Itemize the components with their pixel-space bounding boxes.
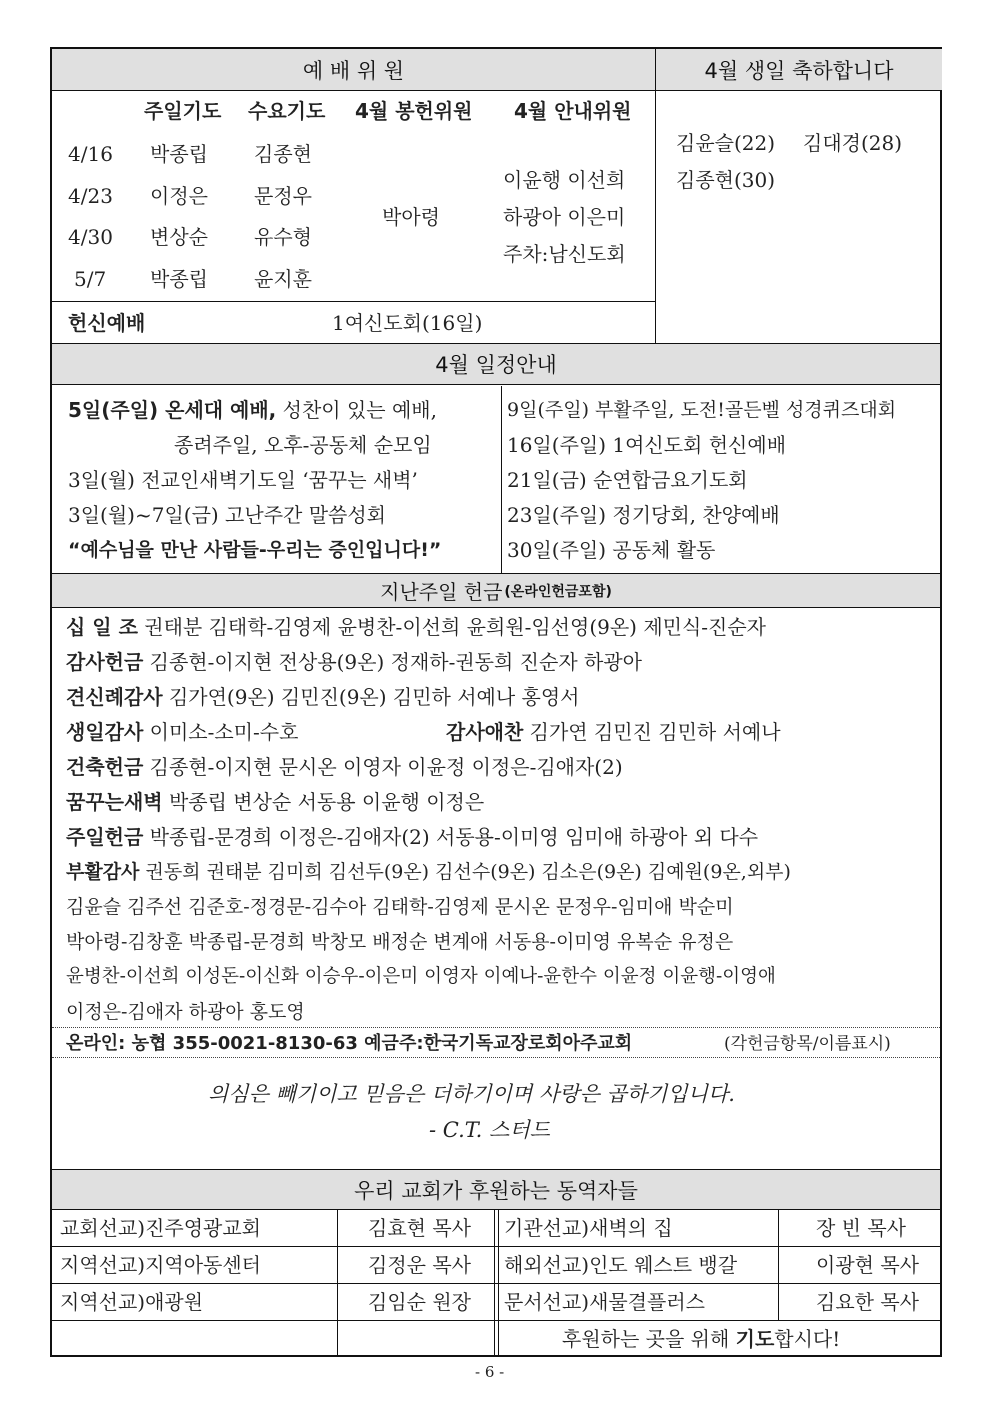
offering-line-easter xyxy=(66,860,791,884)
supporter-person: 김임순 원장 xyxy=(368,1290,471,1314)
offering-names: 윤병찬-이선희 이성돈-이신화 이승우-이은미 이영자 이예나-윤한수 이윤정 이윤행-이영애 xyxy=(66,966,776,987)
committee-sunday: 박종립 xyxy=(150,142,208,166)
offering-names: 권태분 김태학-김영제 윤병찬-이선희 윤희원-임선영(9온) 제민식-진순자 xyxy=(137,615,766,639)
birthday-header xyxy=(656,49,942,91)
supporter-org: 지역선교)애광원 xyxy=(60,1290,204,1314)
divider xyxy=(501,386,502,574)
schedule-item: 16일(주일) 1여신도회 헌신예배 xyxy=(507,433,787,457)
supporter-person: 김요한 목사 xyxy=(816,1290,919,1314)
schedule-header xyxy=(52,343,940,385)
online-account: 온라인: 농협 355-0021-8130-63 예금주:한국기독교장로회아주교회 xyxy=(66,1033,633,1054)
col-usher: 4월 안내위원 xyxy=(514,99,632,123)
offering-names: 김가연 김민진 김민하 서예나 xyxy=(523,720,781,744)
worship-committee-header xyxy=(52,49,655,91)
committee-wed: 김종현 xyxy=(254,142,312,166)
supporter-person: 장 빈 목사 xyxy=(816,1216,906,1240)
offering-names: 박종립-문경희 이정은-김애자(2) 서동용-이미영 임미애 하광아 외 다수 xyxy=(143,825,759,849)
supporter-person: 이광현 목사 xyxy=(816,1253,919,1277)
bulletin-page xyxy=(50,47,942,1357)
divider xyxy=(494,1210,495,1357)
schedule-item: 9일(주일) 부활주일, 도전!골든벨 성경퀴즈대회 xyxy=(507,399,897,421)
offering-line-confirmation xyxy=(66,685,580,709)
committee-sunday: 박종립 xyxy=(150,267,208,291)
schedule-item-bold: 5일(주일) 온세대 예배, xyxy=(68,398,277,422)
offering-names: 이미소-소미-수호 xyxy=(143,720,299,744)
offering-names: 박아령-김창훈 박종립-문경희 박창모 배정순 변계애 서동용-이미영 유복순 유정은 xyxy=(66,931,734,953)
divider xyxy=(778,1210,779,1321)
committee-wed: 유수형 xyxy=(254,225,312,249)
offering-names: 김종현-이지현 전상용(9온) 정재하-권동희 진순자 하광아 xyxy=(143,650,642,674)
committee-wed: 문정우 xyxy=(254,184,312,208)
prayer-text-bold: 기도 xyxy=(735,1327,775,1351)
col-sunday-prayer: 주일기도 xyxy=(144,99,222,123)
supporter-person: 김정운 목사 xyxy=(368,1253,471,1277)
dedication-value: 1여신도회(16일) xyxy=(332,311,483,335)
page-number: - 6 - xyxy=(475,1363,505,1381)
offering-line-building xyxy=(66,755,623,779)
committee-sunday: 이정은 xyxy=(150,184,208,208)
offering-label: 꿈꾸는새벽 xyxy=(66,790,163,814)
dedication-label: 헌신예배 xyxy=(68,311,146,335)
offering-label: 건축헌금 xyxy=(66,755,144,779)
usher-line: 주차:남신도회 xyxy=(503,242,626,266)
quote-text: 의심은 빼기이고 믿음은 더하기이며 사랑은 곱하기입니다. xyxy=(208,1082,735,1106)
quote-author: - C.T. 스터드 xyxy=(429,1118,550,1142)
divider xyxy=(52,1057,940,1058)
offering-label: 생일감사 xyxy=(66,720,144,744)
supporter-org: 해외선교)인도 웨스트 뱅갈 xyxy=(504,1253,738,1277)
divider xyxy=(655,49,656,343)
prayer-request xyxy=(562,1327,840,1351)
birthday-title: 4월 생일 축하합니다 xyxy=(704,58,894,83)
offering-label: 견신례감사 xyxy=(66,685,163,709)
offerings-title-small: (온라인헌금포함) xyxy=(504,583,612,600)
offerings-header xyxy=(52,573,940,608)
committee-date: 4/30 xyxy=(68,225,113,249)
prayer-text: 후원하는 곳을 위해 xyxy=(562,1327,736,1351)
offering-names: 김종현-이지현 문시온 이영자 이윤정 이정은-김애자(2) xyxy=(143,755,623,779)
offering-names: 김윤슬 김주선 김준호-정경문-김수아 김태학-김영제 문시온 문정우-임미애 박순미 xyxy=(66,896,734,918)
offering-names: 박종립 변상순 서동용 이윤행 이정은 xyxy=(162,790,485,814)
schedule-item: 3일(월)~7일(금) 고난주간 말씀성회 xyxy=(68,503,386,527)
schedule-item xyxy=(68,398,437,422)
worship-committee-title: 예 배 위 원 xyxy=(302,58,405,83)
supporter-org: 교회선교)진주영광교회 xyxy=(60,1216,262,1240)
schedule-item: 23일(주일) 정기당회, 찬양예배 xyxy=(507,503,780,527)
schedule-item: 30일(주일) 공동체 활동 xyxy=(507,538,716,562)
divider xyxy=(52,1246,940,1247)
birthday-name: 김윤슬(22) xyxy=(676,131,776,155)
committee-date: 4/16 xyxy=(68,142,113,166)
divider xyxy=(52,1283,940,1284)
offering-line-sunday xyxy=(66,825,758,849)
offerings-title: 지난주일 헌금 xyxy=(380,580,503,604)
offering-line-thanks xyxy=(66,650,642,674)
divider xyxy=(52,1320,940,1321)
divider xyxy=(498,1210,499,1357)
offering-line-birthday xyxy=(66,720,298,744)
divider xyxy=(52,1027,940,1028)
divider xyxy=(52,301,655,302)
offering-line-praise xyxy=(446,720,781,744)
schedule-item-rest: 성찬이 있는 예배, xyxy=(276,398,437,422)
committee-date: 4/23 xyxy=(68,184,113,208)
birthday-name: 김대경(28) xyxy=(803,131,903,155)
supporters-title: 우리 교회가 후원하는 동역자들 xyxy=(354,1178,638,1203)
offering-line-dawn xyxy=(66,790,484,814)
supporter-person: 김효현 목사 xyxy=(368,1216,471,1240)
divider xyxy=(337,1210,338,1357)
offering-names: 김가연(9온) 김민진(9온) 김민하 서예나 홍영서 xyxy=(162,685,580,709)
schedule-title: 4월 일정안내 xyxy=(435,353,557,377)
supporter-org: 문서선교)새물결플러스 xyxy=(504,1290,706,1314)
col-offering: 4월 봉헌위원 xyxy=(355,99,473,123)
supporter-org: 기관선교)새벽의 집 xyxy=(504,1216,673,1240)
supporter-org: 지역선교)지역아동센터 xyxy=(60,1253,262,1277)
offering-names: 권동희 권태분 김미희 김선두(9온) 김선수(9온) 김소은(9온) 김예원(9온,외부) xyxy=(139,861,791,883)
offering-label: 십 일 조 xyxy=(66,615,138,639)
offering-label: 부활감사 xyxy=(66,861,140,883)
prayer-text: 합시다! xyxy=(774,1327,841,1351)
offering-label: 감사헌금 xyxy=(66,650,144,674)
committee-wed: 윤지훈 xyxy=(254,267,312,291)
online-note: (각헌금항목/이름표시) xyxy=(724,1034,891,1054)
col-wed-prayer: 수요기도 xyxy=(248,99,326,123)
birthday-name: 김종현(30) xyxy=(676,168,776,192)
supporters-header xyxy=(52,1169,940,1210)
offering-label: 감사애찬 xyxy=(446,720,524,744)
usher-line: 이윤행 이선희 xyxy=(503,168,626,192)
schedule-item: 3일(월) 전교인새벽기도일 ‘꿈꾸는 새벽’ xyxy=(68,468,418,492)
schedule-item: 종려주일, 오후-공동체 순모임 xyxy=(174,433,432,457)
offering-line-tithe xyxy=(66,615,766,639)
usher-line: 하광아 이은미 xyxy=(503,205,626,229)
offering-label: 주일헌금 xyxy=(66,825,144,849)
offering-names: 이정은-김애자 하광아 홍도영 xyxy=(66,1001,305,1023)
offering-member: 박아령 xyxy=(382,205,440,229)
schedule-item: 21일(금) 순연합금요기도회 xyxy=(507,468,748,492)
committee-date: 5/7 xyxy=(74,267,107,291)
committee-sunday: 변상순 xyxy=(150,225,208,249)
schedule-theme: “예수님을 만난 사람들-우리는 증인입니다!” xyxy=(68,539,442,561)
